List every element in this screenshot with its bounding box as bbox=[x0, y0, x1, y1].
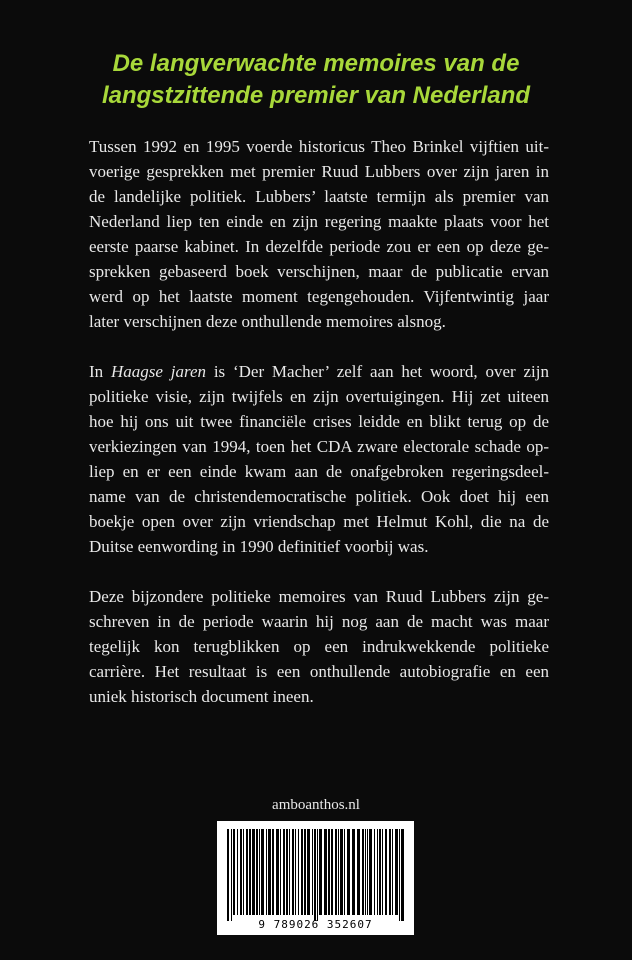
barcode-bar bbox=[347, 829, 350, 915]
barcode-bar bbox=[395, 829, 398, 915]
text-line: werd op het laatste moment tegengehouden. Vijfentwintig jaar bbox=[89, 287, 549, 306]
text-line: politieke visie, zijn twijfels en zijn overtuigingen. Hij zet uiteen bbox=[89, 387, 549, 406]
text-line: eerste paarse kabinet. In dezelfde periode zou er een op deze ge- bbox=[89, 237, 549, 256]
text-line: later verschijnen deze onthullende memoires alsnog. bbox=[89, 312, 446, 331]
text-line: Tussen 1992 en 1995 voerde historicus Theo Brinkel vijftien uit- bbox=[89, 137, 549, 156]
barcode-bar bbox=[340, 829, 343, 915]
text-line: verkiezingen van 1994, toen het CDA zware electorale schade op- bbox=[89, 437, 549, 456]
barcode-bar bbox=[392, 829, 393, 915]
barcode-bar bbox=[401, 829, 404, 921]
paragraph-1 bbox=[89, 134, 549, 334]
text-line: de landelijke politiek. Lubbers’ laatste termijn als premier van bbox=[89, 187, 549, 206]
book-title: Haagse jaren bbox=[110, 362, 206, 381]
text-line: voerige gesprekken met premier Ruud Lubbers over zijn jaren in bbox=[89, 162, 549, 181]
barcode-bar bbox=[240, 829, 242, 915]
barcode-bar bbox=[379, 829, 381, 915]
text-line: schreven in de periode waarin hij nog aan de macht was maar bbox=[89, 612, 549, 631]
tagline-line-2: langstzittende premier van Nederland bbox=[101, 82, 531, 109]
barcode-bar bbox=[352, 829, 355, 915]
barcode-bar bbox=[307, 829, 310, 915]
barcode-bar bbox=[233, 829, 235, 915]
text-line: sprekken gebaseerd boek verschijnen, maar de publicatie ervan bbox=[89, 262, 549, 281]
barcode-bar bbox=[338, 829, 339, 915]
tagline-line-1: De langverwachte memoires van de bbox=[112, 50, 520, 77]
paragraph-3 bbox=[89, 584, 549, 709]
text-line: name van de christendemocratische politiek. Ook doet hij een bbox=[89, 487, 549, 506]
barcode-bar bbox=[237, 829, 238, 915]
barcode-bar bbox=[319, 829, 322, 915]
text-line: tegelijk kon terugblikken op een indrukwekkende politieke bbox=[89, 637, 549, 656]
barcode-bar bbox=[357, 829, 360, 915]
barcode-bar bbox=[317, 829, 318, 921]
barcode-bar bbox=[261, 829, 264, 915]
barcode-bar bbox=[367, 829, 368, 915]
barcode-bar bbox=[377, 829, 378, 915]
barcode-bar bbox=[289, 829, 290, 915]
publisher-website: amboanthos.nl bbox=[272, 797, 360, 813]
barcode-bar bbox=[246, 829, 248, 915]
barcode-bar bbox=[249, 829, 251, 915]
text-line: hoe hij ons uit twee financiële crises leidde en blikt terug op de bbox=[89, 412, 549, 431]
barcode-bar bbox=[256, 829, 258, 915]
isbn-barcode bbox=[217, 821, 414, 935]
text-line: liep en er een einde kwam aan de onafgebroken regeringsdeel- bbox=[89, 462, 549, 481]
paragraph-2 bbox=[89, 359, 549, 559]
isbn-number: 9 789026 352607 bbox=[258, 918, 373, 931]
text-line: Duitse eenwording in 1990 definitief voorbij was. bbox=[89, 537, 429, 556]
text-line: uniek historisch document ineen. bbox=[89, 687, 314, 706]
barcode-bar bbox=[295, 829, 296, 915]
barcode-bar bbox=[227, 829, 229, 921]
barcode-bar bbox=[231, 829, 232, 921]
barcode-bar bbox=[243, 829, 244, 915]
text-line: In Haagse jaren is ‘Der Macher’ zelf aan het woord, over zijn bbox=[89, 362, 549, 381]
barcode-bar bbox=[335, 829, 337, 915]
tagline bbox=[0, 48, 632, 112]
barcode-bar bbox=[283, 829, 285, 915]
barcode-bar bbox=[292, 829, 294, 915]
barcode-bar bbox=[304, 829, 306, 915]
barcode-bar bbox=[272, 829, 274, 915]
barcode-bar bbox=[252, 829, 255, 915]
barcode-bar bbox=[399, 829, 400, 921]
barcode-bar bbox=[328, 829, 330, 915]
barcode-bar bbox=[362, 829, 364, 915]
barcode-bar bbox=[314, 829, 316, 921]
barcode-bar bbox=[312, 829, 313, 915]
text-line: boekje open over zijn vriendschap met Helmut Kohl, die na de bbox=[89, 512, 549, 531]
barcode-bar bbox=[374, 829, 375, 915]
barcode-bar bbox=[369, 829, 372, 915]
blurb-text bbox=[89, 134, 549, 734]
text-line: carrière. Het resultaat is een onthullende autobiografie en een bbox=[89, 662, 549, 681]
barcode-bar bbox=[298, 829, 299, 915]
barcode-bar bbox=[276, 829, 279, 915]
barcode-bar bbox=[301, 829, 303, 915]
barcode-bar bbox=[266, 829, 267, 915]
barcode-bar bbox=[280, 829, 281, 915]
barcode-bar bbox=[365, 829, 366, 915]
barcode-bar bbox=[382, 829, 383, 915]
barcode-bar bbox=[389, 829, 391, 915]
barcode-bar bbox=[344, 829, 345, 915]
barcode-bar bbox=[324, 829, 327, 915]
text-line: Deze bijzondere politieke memoires van Ruud Lubbers zijn ge- bbox=[89, 587, 549, 606]
barcode-bar bbox=[259, 829, 260, 915]
barcode-bar bbox=[385, 829, 387, 915]
barcode-bar bbox=[331, 829, 333, 915]
barcode-bar bbox=[268, 829, 271, 915]
barcode-bar bbox=[286, 829, 288, 915]
text-line: Nederland liep ten einde en zijn regering maakte plaats voor het bbox=[89, 212, 549, 231]
